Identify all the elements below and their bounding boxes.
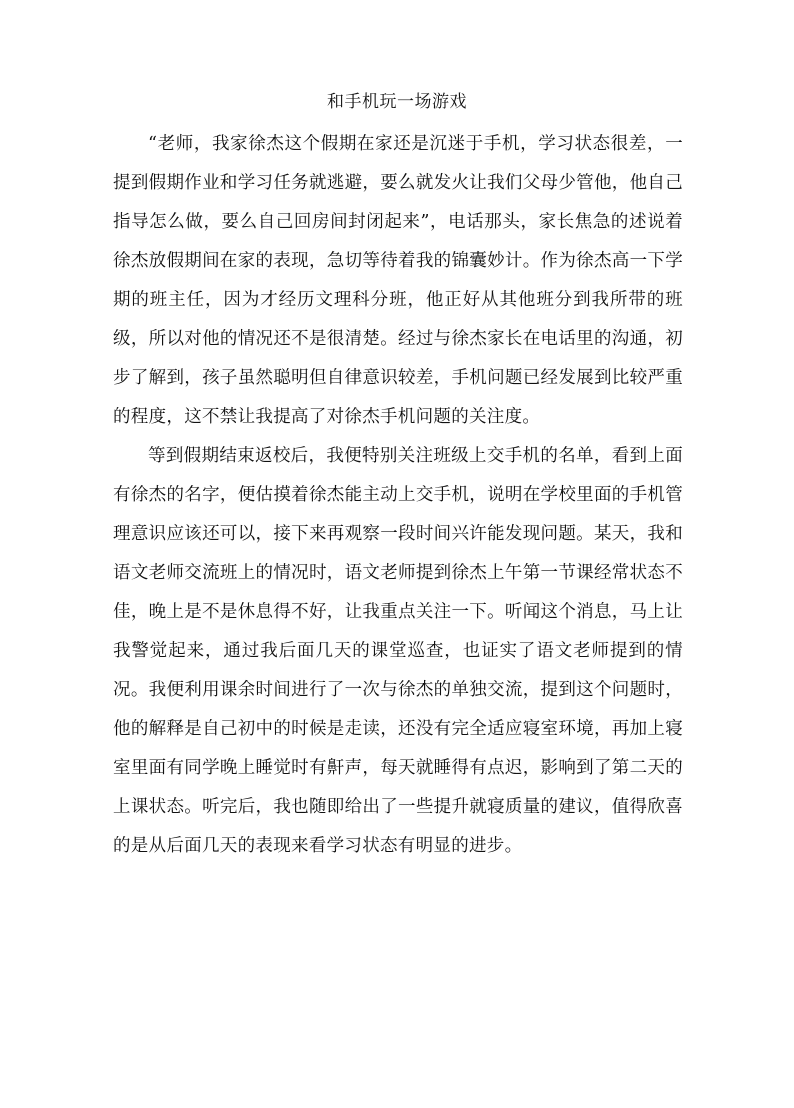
paragraph-1: “老师，我家徐杰这个假期在家还是沉迷于手机，学习状态很差，一提到假期作业和学习任务就逃避，要么就发火让我们父母少管他，他自己指导怎么做，要么自己回房间封闭起来”，电话那头，家长焦急的述说着徐杰放假期间在家的表现，急切等待着我的锦囊妙计。作为徐杰高一下学期的班主任，因为才经历文理科分班，他正好从其他班分到我所带的班级，所以对他的情况还不是很清楚。经过与徐杰家长在电话里的沟通，初步了解到，孩子虽然聪明但自律意识较差，手机问题已经发展到比较严重的程度，这不禁让我提高了对徐杰手机问题的关注度。	[113, 134, 683, 427]
document-title: 和手机玩一场游戏	[327, 92, 467, 112]
paragraph-2: 等到假期结束返校后，我便特别关注班级上交手机的名单，看到上面有徐杰的名字，便估摸着徐杰能主动上交手机，说明在学校里面的手机管理意识应该还可以，接下来再观察一段时间兴许能发现问题。某天，我和语文老师交流班上的情况时，语文老师提到徐杰上午第一节课经常状态不佳，晚上是不是休息得不好，让我重点关注一下。听闻这个消息，马上让我警觉起来，通过我后面几天的课堂巡查，也证实了语文老师提到的情况。我便利用课余时间进行了一次与徐杰的单独交流，提到这个问题时，他的解释是自己初中的时候是走读，还没有完全适应寝室环境，再加上寝室里面有同学晚上睡觉时有鼾声，每天就睡得有点迟，影响到了第二天的上课状态。听完后，我也随即给出了一些提升就寝质量的建议，值得欣喜的是从后面几天的表现来看学习状态有明显的进步。	[113, 446, 683, 856]
document-body	[113, 125, 683, 866]
